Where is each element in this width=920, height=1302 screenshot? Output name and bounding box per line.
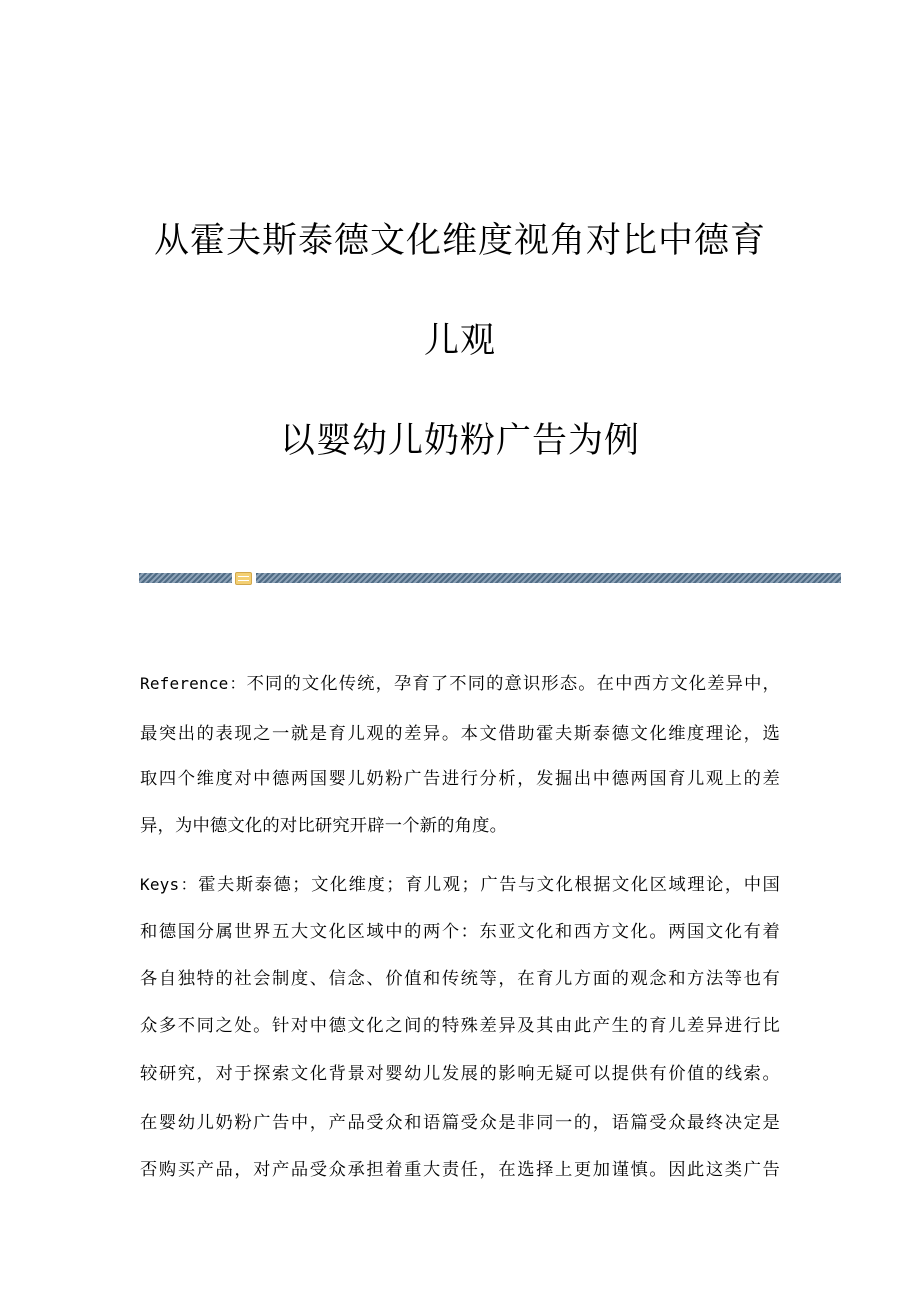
- divider-bar-right: [256, 573, 841, 583]
- title-line-1: 从霍夫斯泰德文化维度视角对比中德育: [153, 221, 766, 261]
- body-line-5: 较研究，对于探索文化背景对婴幼儿发展的影响无疑可以提供有价值的线索。: [140, 1064, 780, 1084]
- abstract-line-2: 最突出的表现之一就是育儿观的差异。本文借助霍夫斯泰德文化维度理论，选: [140, 724, 780, 744]
- abstract-text: 不同的文化传统，孕育了不同的意识形态。在中西方文化差异中，: [246, 674, 780, 694]
- divider-bar-left: [139, 573, 232, 583]
- body-line-2: 和德国分属世界五大文化区域中的两个：东亚文化和西方文化。两国文化有着: [140, 922, 780, 942]
- abstract-line-1: [140, 664, 780, 704]
- abstract-line-3: 取四个维度对中德两国婴儿奶粉广告进行分析，发掘出中德两国育儿观上的差: [140, 769, 780, 789]
- body-line-6: 在婴幼儿奶粉广告中，产品受众和语篇受众是非同一的，语篇受众最终决定是: [140, 1113, 780, 1133]
- keywords-label: Keys：: [140, 875, 199, 894]
- body-line-3: 各自独特的社会制度、信念、价值和传统等，在育儿方面的观念和方法等也有: [140, 969, 780, 989]
- abstract-line-4: 异，为中德文化的对比研究开辟一个新的角度。: [140, 816, 508, 836]
- body-line-7: 否购买产品，对产品受众承担着重大责任，在选择上更加谨慎。因此这类广告: [140, 1160, 780, 1180]
- keywords-text: 霍夫斯泰德；文化维度；育儿观；广告与文化根据文化区域理论，中国: [198, 875, 780, 895]
- divider-ornament-icon: [235, 572, 252, 585]
- keywords-line-1: [140, 865, 780, 905]
- abstract-label: Reference：: [140, 674, 247, 693]
- title-line-2: 儿观: [423, 321, 496, 361]
- subtitle: 以婴幼儿奶粉广告为例: [279, 421, 640, 461]
- body-line-4: 众多不同之处。针对中德文化之间的特殊差异及其由此产生的育儿差异进行比: [140, 1016, 780, 1036]
